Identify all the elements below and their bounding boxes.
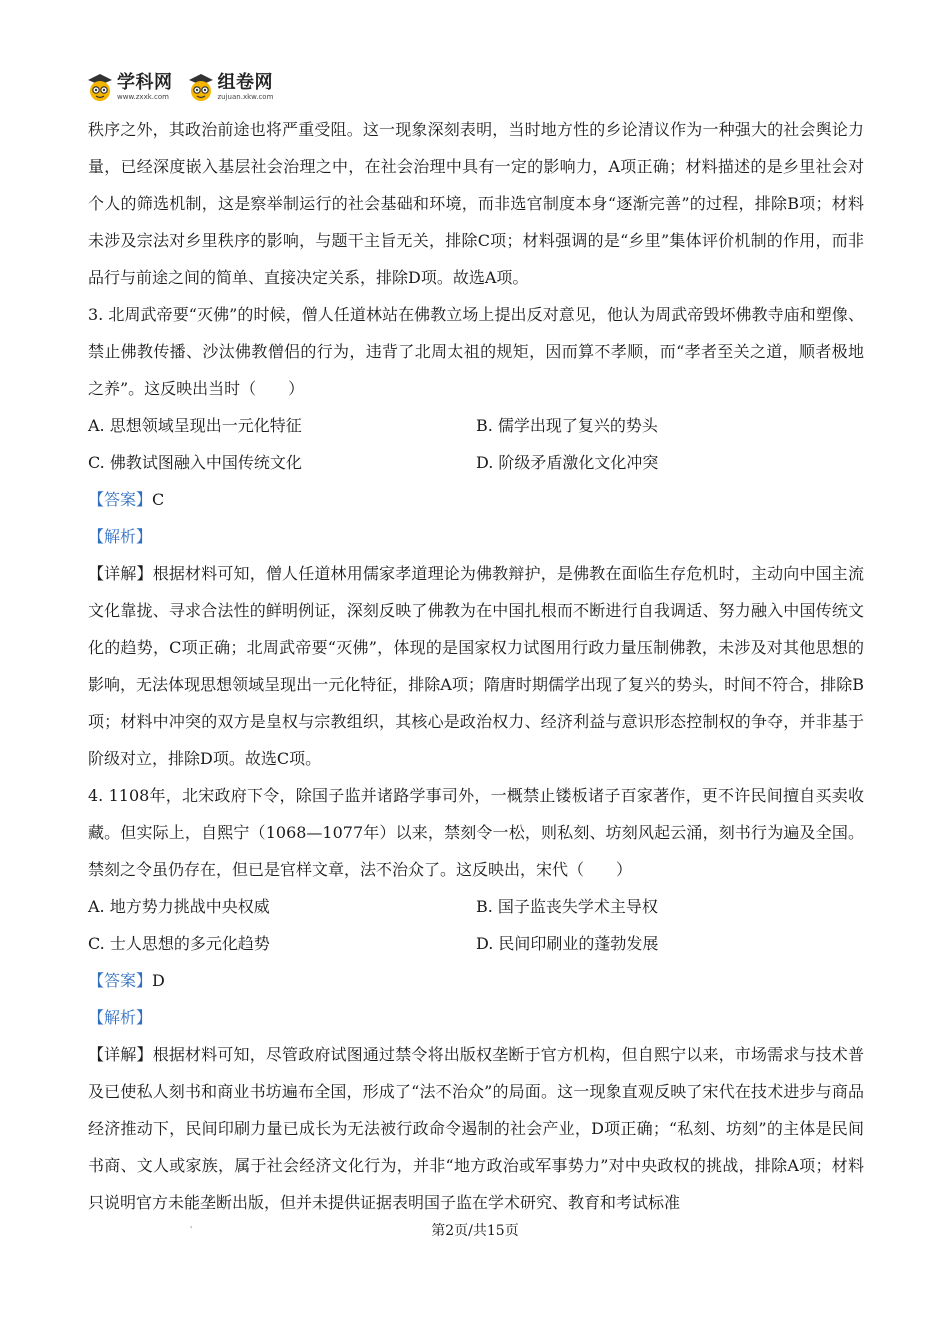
intro-paragraph: 秩序之外，其政治前途也将严重受阻。这一现象深刻表明，当时地方性的乡论清议作为一种强大的社会舆论力量，已经深度嵌入基层社会治理之中，在社会治理中具有一定的影响力，A项正确；材料描述的是乡里社会对个人的筛选机制，这是察举制运行的社会基础和环境，而非选官制度本身“逐渐完善”的过程，排除B项；材料未涉及宗法对乡里秩序的影响，与题干主旨无关，排除C项；材料强调的是“乡里”集体评价机制的作用，而非品行与前途之间的简单、直接决定关系，排除D项。故选A项。 [88, 120, 864, 287]
answer-label: 【答案】 [88, 490, 153, 509]
question-3 [88, 296, 864, 777]
detail-paragraph [88, 1036, 864, 1221]
option-b: B. 儒学出现了复兴的势头 [476, 416, 658, 435]
answer-value: C [152, 490, 165, 509]
question-stem: 3. 北周武帝要“灭佛”的时候，僧人任道林站在佛教立场上提出反对意见，他认为周武帝毁坏佛教寺庙和塑像、禁止佛教传播、沙汰佛教僧侣的行为，违背了北周太祖的规矩，因而算不孝顺，而“孝者至关之道，顺者极地之养”。这反映出当时（ ） [88, 305, 864, 398]
option-c: C. 士人思想的多元化趋势 [88, 934, 270, 953]
zxxk-logo[interactable] [86, 72, 173, 102]
answer-line [88, 962, 864, 999]
option-c: C. 佛教试图融入中国传统文化 [88, 453, 302, 472]
answer-value: D [152, 971, 165, 990]
detail-text: 根据材料可知，尽管政府试图通过禁令将出版权垄断于官方机构，但自熙宁以来，市场需求与技术普及已使私人刻书和商业书坊遍布全国，形成了“法不治众”的局面。这一现象直观反映了宋代在技术进步与商品经济推动下，民间印刷力量已成长为无法被行政命令遏制的社会产业，D项正确；“私刻、坊刻”的主体是民间书商、文人或家族，属于社会经济文化行为，并非“地方政治或军事势力”对中央政权的挑战，排除A项；材料只说明官方未能垄断出版，但并未提供证据表明国子监在学术研究、教育和考试标准 [88, 1045, 864, 1212]
detail-text: 根据材料可知，僧人任道林用儒家孝道理论为佛教辩护，是佛教在面临生存危机时，主动向中国主流文化靠拢、寻求合法性的鲜明例证，深刻反映了佛教为在中国扎根而不断进行自我调适、努力融入中国传统文化的趋势，C项正确；北周武帝要“灭佛”，体现的是国家权力试图用行政力量压制佛教，未涉及对其他思想的影响，无法体现思想领域呈现出一元化特征，排除A项；隋唐时期儒学出现了复兴的势头，时间不符合，排除B项；材料中冲突的双方是皇权与宗教组织，其核心是政治权力、经济利益与意识形态控制权的争夺，并非基于阶级对立，排除D项。故选C项。 [88, 564, 864, 768]
mascot-icon [86, 72, 114, 102]
detail-paragraph [88, 555, 864, 777]
question-4 [88, 777, 864, 1221]
analysis-line [88, 999, 864, 1036]
detail-label: 【详解】 [88, 1045, 153, 1064]
page-number: 第2页/共15页 [431, 1223, 519, 1239]
logo-url: www.zxxk.com [117, 93, 169, 101]
detail-label: 【详解】 [88, 564, 153, 583]
zujuan-logo[interactable] [187, 72, 274, 102]
logo-name: 学科网 [117, 72, 173, 93]
footer-mark: ' [190, 1225, 193, 1234]
mascot-icon [187, 72, 215, 102]
analysis-line [88, 518, 864, 555]
question-stem: 4. 1108年，北宋政府下令，除国子监并诸路学事司外，一概禁止镂板诸子百家著作，更不许民间擅自买卖收藏。但实际上，自熙宁（1068—1077年）以来，禁刻令一松，则私刻、坊刻风起云涌，刻书行为遍及全国。禁刻之令虽仍存在，但已是官样文章，法不治众了。这反映出，宋代（ ） [88, 786, 864, 879]
analysis-label: 【解析】 [88, 1008, 153, 1027]
logo-name: 组卷网 [217, 72, 273, 93]
analysis-label: 【解析】 [88, 527, 153, 546]
option-d: D. 民间印刷业的蓬勃发展 [476, 934, 659, 953]
answer-line [88, 481, 864, 518]
option-a: A. 思想领域呈现出一元化特征 [88, 416, 302, 435]
header [86, 70, 287, 104]
page-content [88, 111, 864, 1221]
option-b: B. 国子监丧失学术主导权 [476, 897, 658, 916]
option-d: D. 阶级矛盾激化文化冲突 [476, 453, 659, 472]
option-a: A. 地方势力挑战中央权威 [88, 897, 270, 916]
answer-label: 【答案】 [88, 971, 153, 990]
logo-url: zujuan.xkw.com [217, 93, 274, 101]
